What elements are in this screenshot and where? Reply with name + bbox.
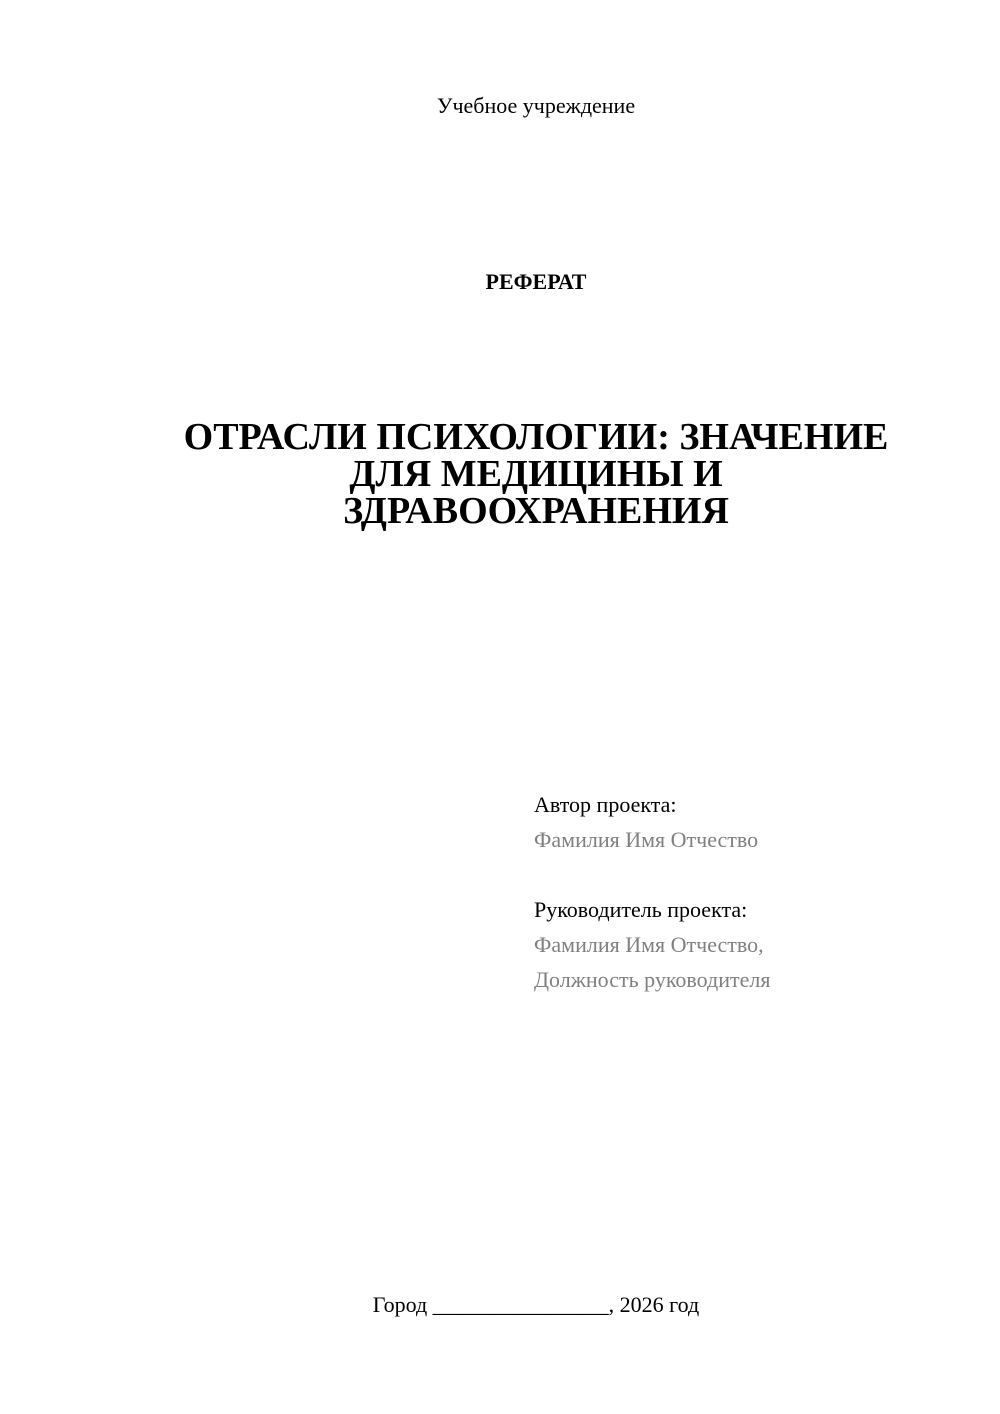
spacer bbox=[534, 857, 974, 892]
title-line-3: ЗДРАВООХРАНЕНИЯ bbox=[343, 490, 729, 532]
institution-name: Учебное учреждение bbox=[436, 93, 636, 118]
document-title bbox=[140, 416, 932, 532]
project-info-block bbox=[534, 787, 974, 997]
author-label: Автор проекта: bbox=[534, 792, 677, 817]
document-type: РЕФЕРАТ bbox=[485, 269, 587, 294]
supervisor-name: Фамилия Имя Отчество, bbox=[534, 932, 764, 957]
supervisor-label: Руководитель проекта: bbox=[534, 897, 748, 922]
supervisor-position: Должность руководителя bbox=[534, 967, 771, 992]
city-year-line: Город ________________, 2026 год bbox=[372, 1292, 700, 1317]
title-line-2: ДЛЯ МЕДИЦИНЫ И bbox=[349, 453, 723, 495]
author-name: Фамилия Имя Отчество bbox=[534, 827, 759, 852]
title-line-1: ОТРАСЛИ ПСИХОЛОГИИ: ЗНАЧЕНИЕ bbox=[183, 416, 889, 458]
